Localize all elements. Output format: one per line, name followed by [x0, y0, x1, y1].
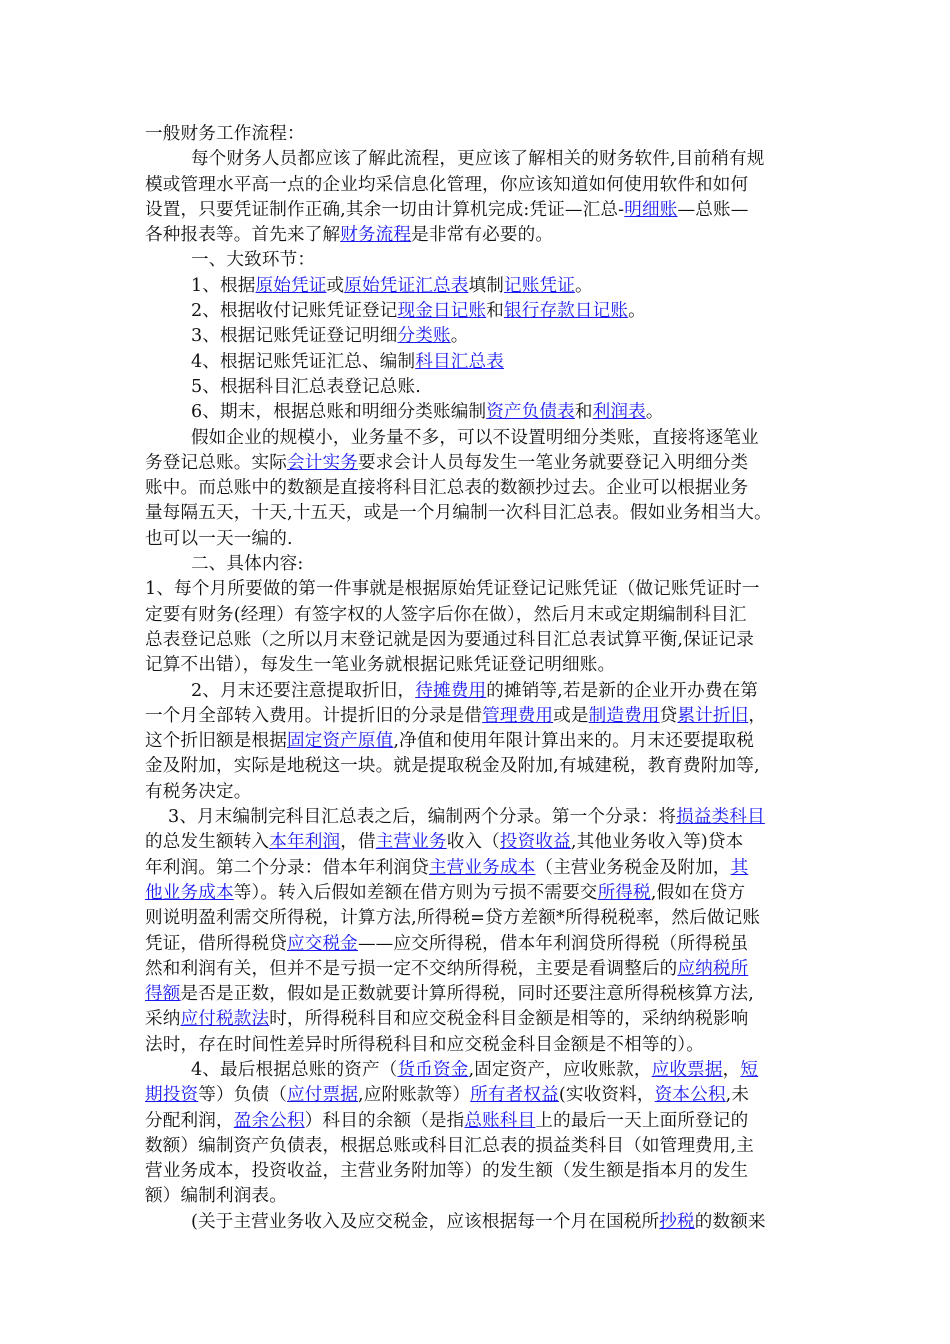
text-segment: ——应交所得税，借本年利润贷所得税（所得税虽: [357, 933, 749, 954]
text-line: [145, 577, 815, 602]
hyperlink[interactable]: 所得税: [597, 882, 651, 903]
text-segment: 的数额来: [694, 1211, 766, 1232]
text-segment: ,固定资产，应收账款，: [468, 1059, 652, 1080]
text-segment: 也可以一天一编的.: [145, 528, 293, 549]
text-line: [145, 527, 815, 552]
hyperlink[interactable]: 抄税: [659, 1211, 695, 1232]
hyperlink[interactable]: 分类账: [397, 326, 451, 347]
text-line: [145, 957, 815, 982]
text-segment: 量每隔五天，十天,十五天，或是一个月编制一次科目汇总表。假如业务相当大。: [145, 503, 772, 524]
text-segment: 务登记总账。实际: [145, 452, 287, 473]
hyperlink[interactable]: 期投资: [145, 1085, 199, 1106]
text-segment: 分配利润，: [145, 1110, 234, 1131]
text-line: [145, 729, 815, 754]
text-segment: 。: [645, 402, 664, 423]
text-segment: 的总发生额转入: [145, 832, 270, 853]
text-segment: 等）。转入后假如差额在借方则为亏损不需要交: [233, 882, 598, 903]
text-segment: 是非常有必要的。: [411, 225, 554, 246]
text-line: [145, 805, 815, 830]
text-segment: 填制: [468, 275, 504, 296]
hyperlink[interactable]: 所有者权益: [470, 1085, 559, 1106]
hyperlink[interactable]: 投资收益: [499, 832, 571, 853]
hyperlink[interactable]: 主营业务: [375, 832, 447, 853]
text-line: [145, 552, 815, 577]
text-line: [145, 274, 815, 299]
hyperlink[interactable]: 应交税金: [286, 933, 358, 954]
hyperlink[interactable]: 短: [740, 1059, 759, 1080]
text-line: [145, 881, 815, 906]
text-line: [145, 982, 815, 1007]
hyperlink[interactable]: 应付税款法: [180, 1009, 270, 1030]
text-line: [145, 1210, 815, 1235]
text-segment: 数额）编制资产负债表，根据总账或科目汇总表的损益类科目（如管理费用,主: [145, 1135, 755, 1156]
hyperlink[interactable]: 货币资金: [397, 1059, 469, 1080]
text-segment: 总表登记总账（之所以月末登记就是因为要通过科目汇总表试算平衡,保证记录: [145, 629, 755, 650]
hyperlink[interactable]: 科目汇总表: [415, 351, 504, 372]
text-segment: ，: [748, 705, 767, 726]
text-segment: 一个月全部转入费用。计提折旧的分录是借: [145, 705, 483, 726]
text-line: [145, 476, 815, 501]
text-segment: 2、月末还要注意提取折旧，: [145, 680, 416, 701]
text-segment: 一般财务工作流程：: [145, 124, 305, 144]
text-line: [145, 1134, 815, 1159]
text-segment: 4、根据记账凭证汇总、编制: [145, 351, 416, 372]
hyperlink[interactable]: 现金日记账: [397, 301, 487, 322]
text-line: [145, 653, 815, 678]
text-segment: 2、根据收付记账凭证登记: [145, 301, 398, 322]
text-line: [145, 501, 815, 526]
text-line: [145, 1083, 815, 1108]
hyperlink[interactable]: 其: [730, 857, 749, 878]
text-segment: ,假如在贷方: [650, 882, 746, 903]
text-segment: 模或管理水平高一点的企业均采信息化管理，你应该知道如何使用软件和如何: [145, 174, 749, 195]
text-line: [145, 856, 815, 881]
hyperlink[interactable]: 总账科目: [464, 1110, 536, 1131]
text-segment: 。: [574, 275, 593, 296]
text-segment: 1、每个月所要做的第一件事就是根据原始凭证登记记账凭证（做记账凭证时一: [145, 579, 760, 600]
text-segment: 要求会计人员每发生一笔业务就要登记入明细分类: [357, 452, 749, 473]
text-segment: 或是: [553, 705, 589, 726]
hyperlink[interactable]: 原始凭证汇总表: [344, 275, 469, 296]
text-line: [145, 299, 815, 324]
text-segment: ,未: [725, 1085, 750, 1106]
text-segment: ,净值和使用年限计算出来的。月末还要提取税: [393, 731, 755, 752]
text-line: [145, 1058, 815, 1083]
hyperlink[interactable]: 财务流程: [340, 225, 412, 246]
hyperlink[interactable]: 应付票据: [286, 1085, 358, 1106]
text-line: [145, 830, 815, 855]
text-segment: 的摊销等,若是新的企业开办费在第: [486, 680, 759, 701]
text-segment: 营业务成本，投资收益，主营业务附加等）的发生额（发生额是指本月的发生: [145, 1161, 749, 1182]
hyperlink[interactable]: 待摊费用: [415, 680, 487, 701]
text-segment: ）科目的余额（是指: [304, 1110, 465, 1131]
text-segment: 5、根据科目汇总表登记总账.: [145, 376, 421, 397]
text-segment: 收入（: [446, 832, 500, 853]
text-segment: 各种报表等。首先来了解: [145, 225, 341, 246]
text-line: [145, 426, 815, 451]
text-segment: 时，所得税科目和应交税金科目金额是相等的，采纳纳税影响: [269, 1009, 749, 1030]
text-segment: 记算不出错），每发生一笔业务就根据记账凭证登记明细账。: [145, 655, 616, 676]
text-line: [145, 173, 815, 198]
text-line: [145, 198, 815, 223]
hyperlink[interactable]: 利润表: [592, 402, 646, 423]
hyperlink[interactable]: 应收票据: [651, 1059, 723, 1080]
text-segment: 1、根据: [145, 275, 256, 296]
text-line: [145, 350, 815, 375]
hyperlink[interactable]: 本年利润: [269, 832, 341, 853]
text-segment: 贷: [659, 705, 678, 726]
hyperlink[interactable]: 银行存款日记账: [503, 301, 629, 322]
text-line: [145, 375, 815, 400]
text-line: [145, 223, 815, 248]
hyperlink[interactable]: 主营业务成本: [428, 857, 536, 878]
hyperlink[interactable]: 固定资产原值: [286, 731, 394, 752]
text-line: [145, 400, 815, 425]
text-segment: ,其他业务收入等)贷本: [570, 832, 744, 853]
text-line: [145, 679, 815, 704]
text-segment: 上的最后一天上面所登记的: [535, 1110, 749, 1131]
text-segment: 年利润。第二个分录：借本年利润贷: [145, 857, 429, 878]
text-segment: 账中。而总账中的数额是直接将科目汇总表的数额抄过去。企业可以根据业务: [145, 478, 749, 499]
text-line: [145, 1033, 815, 1058]
hyperlink[interactable]: 累计折旧: [677, 705, 749, 726]
hyperlink[interactable]: 资本公积: [654, 1085, 726, 1106]
text-line: [145, 906, 815, 931]
text-segment: 则说明盈利需交所得税，计算方法,所得税=贷方差额*所得税税率，然后做记账: [145, 908, 761, 929]
text-segment: 这个折旧额是根据: [145, 731, 287, 752]
text-line: [145, 1007, 815, 1032]
text-segment: （主营业务税金及附加，: [535, 857, 731, 878]
text-segment: 有税务决定。: [145, 781, 252, 802]
hyperlink[interactable]: 他业务成本: [145, 882, 234, 903]
text-segment: 是否是正数，假如是正数就要计算所得税，同时还要注意所得税核算方法,: [180, 984, 755, 1005]
hyperlink[interactable]: 管理费用: [482, 705, 554, 726]
text-segment: 金及附加，实际是地税这一块。就是提取税金及附加,有城建税，教育费附加等,: [145, 756, 760, 777]
hyperlink[interactable]: 明细账: [624, 199, 678, 220]
text-segment: (关于主营业务收入及应交税金，应该根据每一个月在国税所: [145, 1211, 660, 1232]
text-segment: 每个财务人员都应该了解此流程，更应该了解相关的财务软件,目前稍有规: [145, 149, 765, 170]
text-segment: 。: [628, 301, 646, 322]
text-line: [145, 754, 815, 779]
text-segment: 6、期末，根据总账和明细分类账编制: [145, 402, 487, 423]
text-segment: 假如企业的规模小，业务量不多，可以不设置明细分类账，直接将逐笔业: [145, 427, 759, 448]
text-segment: 。: [450, 326, 469, 347]
hyperlink[interactable]: 原始凭证: [255, 275, 327, 296]
text-segment: 4、最后根据总账的资产（: [145, 1059, 398, 1080]
text-segment: 和: [486, 301, 504, 322]
hyperlink[interactable]: 资产负债表: [486, 402, 575, 423]
text-line: [145, 1109, 815, 1134]
document-body: [145, 122, 815, 1235]
hyperlink[interactable]: 盈余公积: [233, 1110, 305, 1131]
text-segment: 设置，只要凭证制作正确,其余一切由计算机完成:凭证—汇总-: [145, 199, 625, 220]
text-segment: 定要有财务(经理）有签字权的人签字后你在做），然后月末或定期编制科目汇: [145, 604, 747, 625]
text-line: [145, 603, 815, 628]
text-line: [145, 248, 815, 273]
text-line: [145, 628, 815, 653]
text-segment: 或: [326, 275, 345, 296]
text-segment: 3、根据记账凭证登记明细: [145, 326, 398, 347]
text-line: [145, 324, 815, 349]
text-segment: ,应附账款等）: [357, 1085, 471, 1106]
text-segment: —总账—: [677, 199, 749, 220]
text-segment: 和: [574, 402, 593, 423]
text-line: [145, 1184, 815, 1209]
hyperlink[interactable]: 损益类科目: [676, 807, 765, 828]
text-segment: 二、具体内容:: [145, 554, 304, 575]
text-segment: 3、月末编制完科目汇总表之后，编制两个分录。第一个分录：将: [145, 807, 677, 828]
text-line: [145, 780, 815, 805]
text-line: [145, 451, 815, 476]
text-segment: 然和利润有关，但并不是亏损一定不交纳所得税，主要是看调整后的: [145, 958, 678, 979]
text-segment: 额）编制利润表。: [145, 1186, 287, 1207]
text-line: [145, 1159, 815, 1184]
text-segment: ，借: [340, 832, 376, 853]
text-segment: 采纳: [145, 1009, 181, 1030]
text-line: [145, 704, 815, 729]
text-segment: (实收资料，: [558, 1085, 655, 1106]
hyperlink[interactable]: 得额: [145, 984, 181, 1005]
hyperlink[interactable]: 应纳税所: [677, 958, 749, 979]
text-segment: 凭证，借所得税贷: [145, 933, 287, 954]
text-segment: ，: [722, 1059, 741, 1080]
text-segment: 一、大致环节：: [145, 250, 316, 271]
text-line: [145, 122, 815, 147]
text-line: [145, 932, 815, 957]
text-segment: 等）负债（: [198, 1085, 287, 1106]
text-segment: 法时，存在时间性差异时所得税科目和应交税金科目金额是不相等的）。: [145, 1034, 705, 1055]
hyperlink[interactable]: 制造费用: [588, 705, 660, 726]
text-line: [145, 147, 815, 172]
hyperlink[interactable]: 会计实务: [286, 452, 358, 473]
hyperlink[interactable]: 记账凭证: [503, 275, 575, 296]
